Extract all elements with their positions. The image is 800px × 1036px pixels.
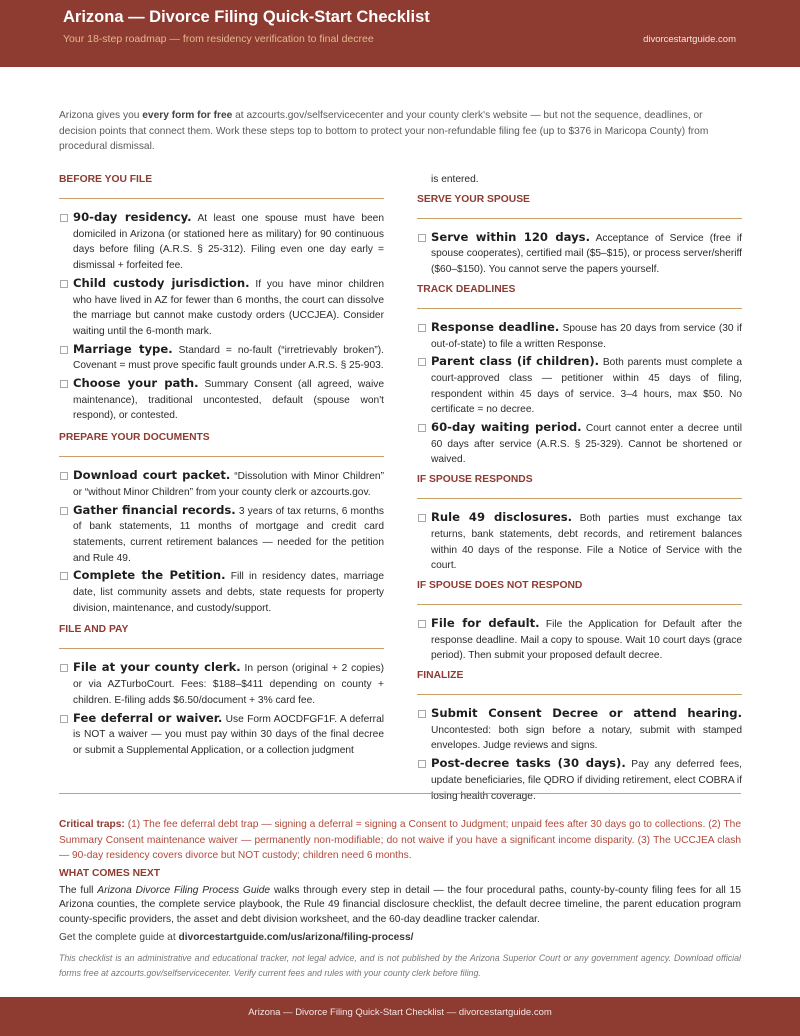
checklist-item: [417, 616, 742, 664]
item-body: At least one spouse must have been domiciled in Arizona (or stationed here as military) for 90 continuous days before filing (A.R.S. § 25-312). Filing even one day early = dismissal + forfeited fee.: [73, 213, 384, 272]
section-divider: [417, 218, 742, 219]
item-heading: Marriage type.: [73, 341, 173, 356]
checklist-item: [59, 376, 384, 424]
section-title: FINALIZE: [417, 670, 464, 682]
right-column: [417, 172, 742, 806]
item-body: Fill in residency dates, marriage date, list community assets and debts, state requests for property division, maintenance, and custody/support.: [73, 571, 384, 614]
site-name: divorcestartguide.com: [643, 34, 736, 45]
checklist-item: [417, 756, 742, 804]
checkbox-icon[interactable]: [418, 358, 426, 366]
section-divider: [417, 498, 742, 499]
section-file-and-pay: [59, 622, 384, 758]
section-divider: [59, 456, 384, 457]
checklist-item: [417, 510, 742, 574]
intro-bold: every form for free: [142, 110, 233, 121]
next-body: [59, 884, 741, 927]
item-body: Uncontested: both sign before a notary, submit with stamped envelopes. Judge reviews and signs.: [431, 724, 742, 752]
item-body: Both parties must exchange tax returns, bank statements, debt records, and retirement balances within 40 days of the response. File a Notice of Service with the court.: [431, 513, 742, 572]
item-heading: Download court packet.: [73, 468, 231, 483]
item-body: Use Form AOCDFGF1F. A deferral is NOT a waiver — you must pay within 30 days of the final decree or submit a Supplemental Application, or a collection judgment: [73, 713, 385, 756]
item-body: Spouse has 20 days from service (30 if out-of-state) to file a written Response.: [431, 322, 742, 350]
item-body: If you have minor children who have lived in AZ for fewer than 6 months, the court can dissolve the marriage but cannot make custody orders (UCCJEA). Consider waiting until the 6-month mark.: [73, 278, 384, 337]
intro-text-end: at azcourts.gov/selfservicecenter and your county clerk's website — but not the sequence, deadlines, or decision points that connect them. Work these steps top to bottom to protect your non-refundable filing fee (up to $376 in Maricopa County) from procedural dismissal.: [59, 110, 709, 153]
section-title: PREPARE YOUR DOCUMENTS: [59, 432, 210, 444]
section-track-deadlines: [417, 282, 742, 468]
next-text-end: walks through every step in detail — the four procedural paths, county-by-county filing fees for all 15 Arizona counties, the complete service playbook, the Rule 49 financial disclosure checklist, the default decree timeline, the parent education program county-specific providers, the asset and debt division worksheet, and the 60-day deadline tracker calendar.: [59, 885, 741, 925]
checkbox-icon[interactable]: [60, 380, 68, 388]
section-divider: [417, 694, 742, 695]
item-heading: Response deadline.: [431, 319, 560, 334]
section-if-spouse-responds: [417, 472, 742, 574]
checkbox-icon[interactable]: [418, 620, 426, 628]
checkbox-icon[interactable]: [418, 514, 426, 522]
intro-text-start: Arizona gives you: [59, 110, 143, 121]
checklist-item: [59, 660, 384, 708]
item-heading: File at your county clerk.: [73, 660, 241, 675]
checklist-item: [59, 342, 384, 374]
item-body: File the Application for Default after the response deadline. Mail a copy to spouse. Wait 10 court days (grace period). Then submit your proposed default decree.: [431, 618, 742, 662]
item-continuation: is entered.: [431, 174, 479, 185]
section-if-spouse-does-not-respond: [417, 578, 742, 664]
section-divider: [417, 604, 742, 605]
disclaimer: This checklist is an administrative and educational tracker, not legal advice, and is not published by the Arizona Superior Court or any government agency. Download official forms free at azcourts.gov/selfservicecenter. Verify current fees and rules with your county clerk before filing.: [59, 953, 741, 978]
checkbox-icon[interactable]: [60, 346, 68, 354]
checkbox-icon[interactable]: [418, 760, 426, 768]
item-heading: 90-day residency.: [73, 210, 192, 224]
checklist-item: [417, 230, 742, 278]
section-title: BEFORE YOU FILE: [59, 174, 153, 185]
guide-line: [59, 932, 413, 943]
checkbox-icon[interactable]: [60, 280, 68, 288]
section-before-you-file: [59, 172, 384, 424]
checkbox-icon[interactable]: [60, 214, 68, 222]
item-heading: Parent class (if children).: [431, 354, 600, 369]
left-column: [59, 172, 384, 761]
section-finalize: [417, 668, 742, 804]
item-heading: Fee deferral or waiver.: [73, 710, 223, 725]
checklist-item: [59, 503, 384, 567]
item-body: “Dissolution with Minor Children” or “without Minor Children” from your county clerk or azcourts.gov.: [73, 471, 384, 498]
item-body: Pay any deferred fees, update beneficiaries, file QDRO if dividing retirement, elect COBRA if losing health coverage.: [431, 759, 742, 802]
checkbox-icon[interactable]: [418, 324, 426, 332]
checkbox-icon[interactable]: [418, 424, 426, 432]
checklist-item: [417, 706, 742, 754]
checklist-item: [59, 711, 384, 759]
item-heading: Submit Consent Decree or attend hearing.: [431, 706, 742, 721]
next-text-start: The full: [59, 885, 98, 896]
checkbox-icon[interactable]: [60, 507, 68, 515]
section-divider: [417, 308, 742, 309]
page-title: Arizona — Divorce Filing Quick-Start Checklist: [63, 8, 430, 26]
page-subtitle: Your 18-step roadmap — from residency verification to final decree: [63, 33, 374, 45]
section-prepare-documents: [59, 430, 384, 616]
item-body: 3 years of tax returns, 6 months of bank statements, 11 months of mortgage and credit card statements, current retirement balances — needed for the petition and Rule 49.: [73, 505, 384, 564]
checklist-item: [417, 354, 742, 418]
bottom-divider: [59, 793, 741, 794]
page-header: [0, 0, 800, 67]
checklist-item: [59, 210, 384, 274]
section-title: IF SPOUSE DOES NOT RESPOND: [417, 579, 583, 591]
item-body: Standard = no-fault (“irretrievably broken”). Covenant = must prove specific fault grounds under A.R.S. § 25-903.: [73, 344, 384, 372]
item-body: Summary Consent (all agreed, waive maintenance), traditional uncontested, default (spouse won't respond), or contested.: [73, 379, 384, 422]
item-heading: File for default.: [431, 615, 540, 630]
section-title: TRACK DEADLINES: [417, 283, 516, 295]
item-heading: 60-day waiting period.: [431, 420, 582, 435]
traps-text: (1) The fee deferral debt trap — signing a deferral = signing a Consent to Judgment; unpaid fees after 30 days go to collections. (2) The Summary Consent maintenance waiver — permanently non-modifiable; do not waive if you have a significant income disparity. (3) The UCCJEA clash — 90-day residency covers divorce but NOT custody; children need 6 months.: [59, 819, 742, 862]
traps-label: Critical traps:: [59, 819, 125, 830]
critical-traps: [59, 817, 741, 864]
checklist-item: [417, 320, 742, 352]
section-divider: [59, 198, 384, 199]
item-body: Both parents must complete a court-approved class — petitioner within 45 days of filing, respondent within 45 days of service. 3–4 hours, max $50. No certificate = no decree.: [431, 357, 743, 416]
item-heading: Rule 49 disclosures.: [431, 510, 573, 525]
item-body: Acceptance of Service (free if spouse cooperates), certified mail ($5–$15), or process server/sheriff ($60–$150). You cannot serve the papers yourself.: [431, 232, 742, 276]
item-body: Court cannot enter a decree until 60 days after service (A.R.S. § 25-329). Cannot be shortened or waived.: [431, 423, 742, 466]
guide-link[interactable]: divorcestartguide.com/us/arizona/filing-process/: [178, 932, 414, 943]
checkbox-icon[interactable]: [418, 234, 426, 242]
checklist-item: [59, 468, 384, 500]
section-title: IF SPOUSE RESPONDS: [417, 474, 533, 486]
section-serve-spouse: [417, 192, 742, 278]
checkbox-icon[interactable]: [60, 472, 68, 480]
checkbox-icon[interactable]: [60, 664, 68, 672]
page-footer: Arizona — Divorce Filing Quick-Start Checklist — divorcestartguide.com: [0, 997, 800, 1036]
guide-label: Get the complete guide at: [59, 932, 179, 943]
section-divider: [59, 648, 384, 649]
item-heading: Complete the Petition.: [73, 568, 226, 583]
intro-paragraph: [59, 108, 741, 155]
checkbox-icon[interactable]: [60, 572, 68, 580]
item-heading: Choose your path.: [73, 376, 199, 391]
guide-title: Arizona Divorce Filing Process Guide: [97, 885, 271, 896]
next-title: WHAT COMES NEXT: [59, 868, 161, 879]
item-heading: Post-decree tasks (30 days).: [431, 756, 626, 771]
checkbox-icon[interactable]: [418, 710, 426, 718]
section-title: FILE AND PAY: [59, 624, 129, 636]
item-heading: Gather financial records.: [73, 502, 236, 517]
item-body: In person (original + 2 copies) or via AZTurboCourt. Fees: $188–$411 depending on county + children. E-filing adds $6.50/document + 3% card fee.: [73, 663, 384, 706]
checklist-item: [59, 568, 384, 616]
checklist-item: [417, 420, 742, 468]
checkbox-icon[interactable]: [60, 715, 68, 723]
section-title: SERVE YOUR SPOUSE: [417, 193, 530, 205]
checklist-item: [59, 276, 384, 340]
item-heading: Serve within 120 days.: [431, 229, 590, 244]
item-heading: Child custody jurisdiction.: [73, 275, 250, 290]
